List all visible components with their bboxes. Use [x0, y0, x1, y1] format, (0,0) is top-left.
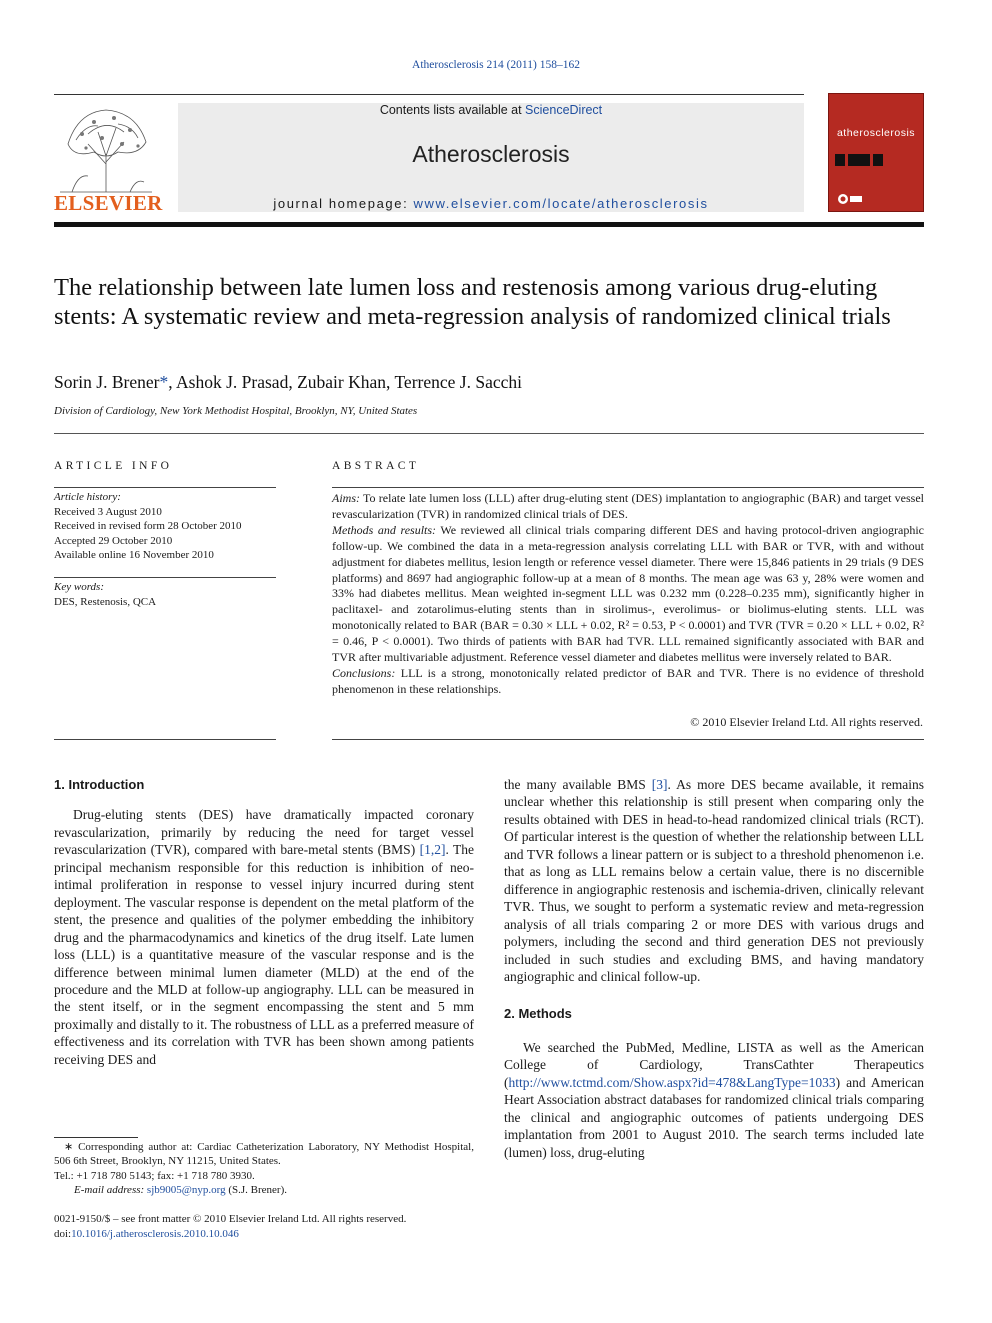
cover-decoration — [835, 154, 885, 168]
introduction-heading: 1. Introduction — [54, 777, 145, 792]
author-separator: , — [386, 372, 395, 392]
intro-text: the many available BMS — [504, 777, 652, 792]
doi-prefix: doi: — [54, 1228, 72, 1240]
author-3 — [297, 372, 394, 392]
intro-text: Drug-eluting stents (DES) have dramatically impacted coronary revascularization, primarily by reducing the need for target vessel revascularization (TVR), compared with bare-metal stents (BMS) — [54, 807, 474, 858]
citation-link[interactable]: Atherosclerosis 214 (2011) 158–162 — [412, 59, 580, 71]
doi-link[interactable]: 10.1016/j.atherosclerosis.2010.10.046 — [71, 1228, 239, 1240]
author-name: Sorin J. Brener — [54, 372, 160, 392]
conclusions-label: Conclusions: — [332, 665, 396, 680]
sciencedirect-link[interactable]: ScienceDirect — [525, 103, 603, 117]
author-name: Ashok J. Prasad — [176, 372, 289, 392]
article-history — [54, 490, 276, 563]
author-2 — [176, 372, 297, 392]
header-top-rule — [54, 94, 804, 95]
online-date: Available online 16 November 2010 — [54, 549, 214, 562]
accepted-date: Accepted 29 October 2010 — [54, 534, 173, 547]
keywords: DES, Restenosis, QCA — [54, 595, 157, 608]
abstract-rule — [332, 487, 924, 488]
body-right-column — [504, 776, 924, 1161]
doi-line — [54, 1227, 484, 1242]
body-left-column — [54, 776, 474, 1068]
received-date: Received 3 August 2010 — [54, 505, 162, 518]
abstract-conclusions — [332, 666, 924, 698]
email-suffix: (S.J. Brener). — [225, 1184, 288, 1197]
methods-label: Methods and results: — [332, 522, 437, 537]
intro-paragraph-1 — [54, 806, 474, 1068]
author-1[interactable] — [54, 372, 176, 392]
journal-homepage-line — [178, 196, 804, 211]
author-list — [54, 372, 914, 393]
author-name: Zubair Khan — [297, 372, 387, 392]
abstract-body — [332, 491, 924, 698]
journal-name: Atherosclerosis — [412, 141, 570, 167]
journal-citation[interactable] — [0, 59, 992, 71]
intro-text: . As more DES became available, it remains unclear whether this relationship is still present when comparing only the results obtained with DES in head-to-head randomized clinical trials (RCT). Of particular interest is the question of whether the relationship between LLL and TVR follows a linear pattern or is subject to a threshold phenomenon i.e. that as long as LLL remains below a certain value, there is no discernible difference in angiographic restenosis and ischemia-driven, clinically relevant TVR. Thus, we sought to perform a systematic review and meta-regression analysis of all trials comparing 2 or more DES with various drugs and polymers, including the second and third generation DES not previously included in such studies and excluding BMS, and having mandatory angiographic and clinical follow-up. — [504, 777, 924, 984]
abstract-copyright: © 2010 Elsevier Ireland Ltd. All rights reserved. — [690, 715, 923, 729]
abstract-methods — [332, 523, 924, 666]
author-separator: , — [168, 372, 177, 392]
footnote-address — [54, 1140, 474, 1169]
article-info-rule — [54, 487, 276, 488]
footnote-phone: Tel.: +1 718 780 5143; fax: +1 718 780 3930. — [54, 1169, 255, 1182]
elsevier-logo-text: ELSEVIER — [54, 191, 163, 215]
cover-seal-icon — [837, 193, 863, 205]
footnote-address-text: Corresponding author at: Cardiac Catheterization Laboratory, NY Methodist Hospital, 506 6th Street, Brooklyn, NY 11215, United States. — [54, 1141, 474, 1168]
methods-heading: 2. Methods — [504, 1006, 572, 1022]
issn-line: 0021-9150/$ – see front matter © 2010 Elsevier Ireland Ltd. All rights reserved. — [54, 1213, 407, 1225]
abstract-heading: ABSTRACT — [332, 460, 420, 472]
intro-text: . The principal mechanism responsible for this reduction is inhibition of neo-intimal proliferation in response to vessel injury incurred during stent deployment. The vascular response is dependent on the metal platform of the stent, the presence and qualities of the polymer embedding the inhibitory drug and the pharmacodynamics and kinetics of the drug itself. Late lumen loss (LLL) is a quantitative measure of the vascular response and is the difference between minimal lumen diameter (MLD) at the end of the procedure and the MLD at follow-up angiography. LLL can be measured in the stent itself, or in the segment encompassing the stent and 5 mm proximally and distally to it. The robustness of LLL as a preferred measure of effectiveness and its correlation with TVR has been shown among patients receiving DES and — [54, 842, 474, 1067]
conclusions-text: LLL is a strong, monotonically related predictor of BAR and TVR. There is no evidence of threshold phenomenon in these relationships. — [332, 665, 924, 696]
corresponding-author-mark[interactable]: * — [159, 372, 169, 392]
author-separator: , — [288, 372, 298, 392]
reference-link-1-2[interactable]: [1,2] — [419, 842, 446, 858]
footnote-mark: ∗ — [64, 1141, 74, 1153]
homepage-link[interactable]: www.elsevier.com/locate/atherosclerosis — [413, 196, 709, 211]
email-label: E-mail address: — [74, 1184, 147, 1197]
methods-body-text: ) and American Heart Association abstract databases for randomized clinical trials comparing the clinical and angiographic outcomes of patients undergoing DES implantation from 2001 to August 2010. The search terms included late (lumen) loss, drug-eluting — [504, 1074, 924, 1160]
title-divider — [54, 433, 924, 434]
keywords-block — [54, 580, 276, 609]
homepage-prefix: journal homepage: — [273, 196, 414, 211]
methods-body-text: We searched the PubMed, Medline, LISTA as well as the American College of Cardiology, TransCathter Therapeutics ( — [504, 1039, 924, 1090]
intro-paragraph-2 — [504, 776, 924, 985]
email-link[interactable]: sjb9005@nyp.org — [146, 1184, 226, 1197]
history-label: Article history: — [54, 491, 121, 503]
author-4 — [394, 372, 522, 392]
methods-paragraph-1 — [504, 1039, 924, 1161]
footnote-rule — [54, 1137, 138, 1138]
aims-label: Aims: — [332, 491, 360, 505]
reference-link-3[interactable]: [3] — [651, 777, 668, 792]
journal-header — [178, 103, 804, 212]
corresponding-author-footnote — [54, 1140, 474, 1198]
cover-title: atherosclerosis — [836, 127, 916, 139]
header-thick-rule — [54, 222, 924, 227]
contents-prefix: Contents lists available at — [379, 103, 526, 117]
article-info-heading: ARTICLE INFO — [54, 460, 173, 472]
contents-line — [178, 103, 804, 117]
abstract-aims — [332, 491, 924, 523]
elsevier-logo — [54, 104, 163, 216]
keywords-label: Key words: — [54, 581, 105, 593]
author-name: Terrence J. Sacchi — [394, 372, 522, 392]
methods-text: We reviewed all clinical trials comparing different DES and having protocol-driven angiographic follow-up. We combined the data in a meta-regression analysis correlating LLL with BAR or TVR, with and without adjustment for diabetes mellitus, lesion length or reference vessel diameter. There were 15,846 patients in 29 trials (9 DES platforms) and 8697 had angiographic follow-up at a mean of 8 months. The mean age was 63 y, 28% were women and 33% had diabetes mellitus. Mean weighted in-segment LLL was 0.232 mm (0.228–0.235 mm), significantly higher in paclitaxel- and zotarolimus-eluting stents than in sirolimus-, everolimus- or biolimus-eluting stents. LLL was monotonically related to BAR (BAR = 0.30 × LLL + 0.02, R² = 0.53, P < 0.0001) and TVR (TVR = 0.20 × LLL + 0.02, R² = 0.46, P < 0.0001). Two thirds of patients with BAR had TVR. LLL remained significantly associated with BAR and TVR after multivariable adjustment. Reference vessel diameter and diabetes mellitus were inversely related to BAR. — [332, 522, 924, 665]
affiliation: Division of Cardiology, New York Methodist Hospital, Brooklyn, NY, United States — [54, 405, 418, 417]
elsevier-tree-icon — [58, 104, 154, 194]
abstract-bottom-rule — [332, 739, 924, 740]
footnote-email-line — [54, 1183, 474, 1197]
keywords-rule — [54, 577, 276, 578]
journal-cover-thumbnail[interactable] — [828, 93, 924, 212]
tctmd-link[interactable]: http://www.tctmd.com/Show.aspx?id=478&LangType=1033 — [508, 1074, 836, 1090]
article-title: The relationship between late lumen loss and restenosis among various drug-eluting stents: A systematic review and meta-regression analysis of randomized clinical trials — [54, 274, 891, 330]
aims-text: To relate late lumen loss (LLL) after drug-eluting stent (DES) implantation to angiographic (BAR) and target vessel revascularization (TVR) in randomized clinical trials of DES. — [332, 491, 924, 521]
article-info-bottom-rule — [54, 739, 276, 740]
front-matter — [54, 1212, 484, 1242]
revised-date: Received in revised form 28 October 2010 — [54, 520, 242, 533]
